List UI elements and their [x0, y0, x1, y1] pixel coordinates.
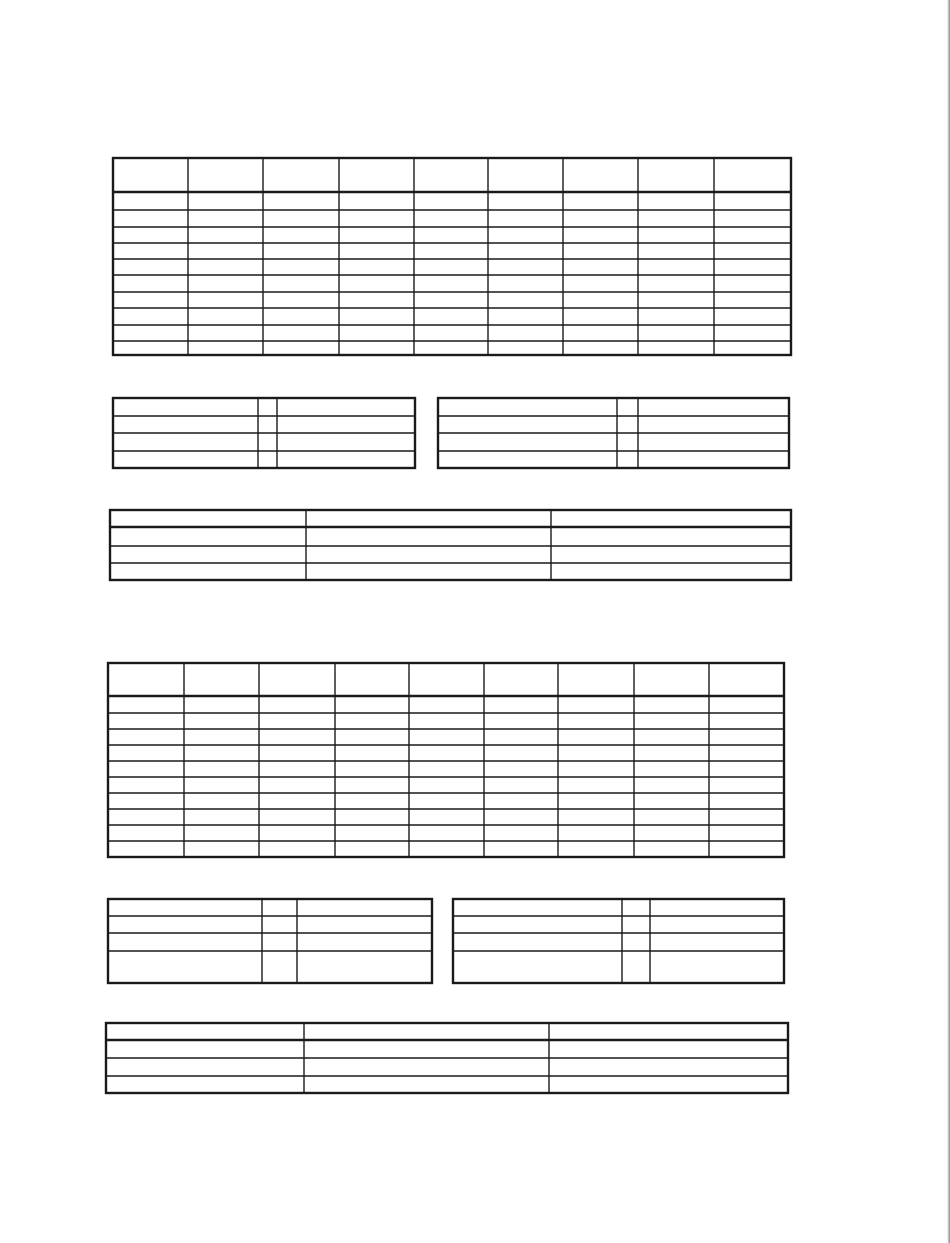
pair-grid-table	[453, 899, 784, 983]
table-frame	[110, 510, 791, 580]
table-frame	[453, 899, 784, 983]
table-frame	[108, 663, 784, 857]
form-2	[106, 663, 788, 1093]
wide-grid-table	[113, 158, 791, 355]
pair-grid-table	[113, 398, 415, 468]
pair-grid-table	[108, 899, 432, 983]
summary-grid-table	[106, 1023, 788, 1093]
summary-grid-table	[110, 510, 791, 580]
pair-grid-table	[438, 398, 789, 468]
form-1	[110, 158, 791, 580]
wide-grid-table	[108, 663, 784, 857]
table-frame	[108, 899, 432, 983]
